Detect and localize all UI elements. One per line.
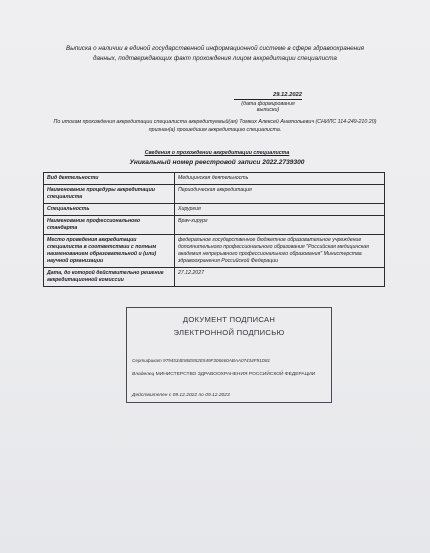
row-key: Дата, до которой действительно решение аккредитационной комиссии xyxy=(44,268,175,287)
table-row xyxy=(44,268,385,287)
validity-line: Действителен с 09.12.2022 по 09.12.2023 xyxy=(132,393,230,398)
electronic-signature-stamp xyxy=(126,307,332,403)
row-key: Вид деятельности xyxy=(44,173,175,185)
row-key: Наименование процедуры аккредитации специалиста xyxy=(44,185,175,204)
table-row xyxy=(44,204,385,216)
date-value: 29.12.2022 xyxy=(234,92,302,100)
intro-paragraph: По итогам прохождения аккредитации специалиста аккредитуемый(ая) Томких Алексей Анатольевич (СНИЛС 114-249-210 20) признан(а) прошедшим аккредитацию специалиста. xyxy=(53,119,377,133)
row-value: федеральное государственное бюджетное образовательное учреждение дополнительного профессионального образования "Российская медицинская академия непрерывного профессионального образования" Министерства здравоохранения Российской Федерации xyxy=(175,235,385,268)
owner-label: Владелец xyxy=(132,372,155,377)
document-title: Выписка о наличии в единой государственной информационной системе в сфере здравоохранения данных, подтверждающих факт прохождения лицом аккредитации специалиста xyxy=(66,45,364,62)
row-key: Специальность xyxy=(44,204,175,216)
row-value: 27.12.2027 xyxy=(175,268,385,287)
date-caption: (дата формирования выписки) xyxy=(241,101,295,113)
owner-line xyxy=(132,371,328,378)
table-row xyxy=(44,173,385,185)
accreditation-table xyxy=(43,172,385,287)
table-row xyxy=(44,235,385,268)
section-heading: Сведения о прохождении аккредитации специалиста xyxy=(144,150,290,156)
owner-value: МИНИСТЕРСТВО ЗДРАВООХРАНЕНИЯ РОССИЙСКОЙ ФЕДЕРАЦИИ xyxy=(155,372,316,377)
row-value: Врач-хирург xyxy=(175,216,385,235)
certificate-label: Сертификат xyxy=(132,358,162,363)
row-value: Медицинская деятельность xyxy=(175,173,385,185)
registry-number: Уникальный номер реестровой записи 2022.2739300 xyxy=(129,159,305,166)
row-value: Периодическая аккредитация xyxy=(175,185,385,204)
row-key: Место проведения аккредитации специалиста в соответствии с полным наименованием образовательной и (или) научной организации xyxy=(44,235,175,268)
stamp-title-line2: ЭЛЕКТРОННОЙ ПОДПИСЬЮ xyxy=(173,328,285,337)
table-row xyxy=(44,185,385,204)
certificate-value: 9794534E86E852E549F306660ABAA07434F91D81 xyxy=(163,358,271,363)
formation-date xyxy=(234,92,302,113)
stamp-title-line1: ДОКУМЕНТ ПОДПИСАН xyxy=(182,315,276,324)
table-row xyxy=(44,216,385,235)
row-key: Наименование профессионального стандарта xyxy=(44,216,175,235)
certificate-line xyxy=(132,358,270,363)
row-value: Хирургия xyxy=(175,204,385,216)
